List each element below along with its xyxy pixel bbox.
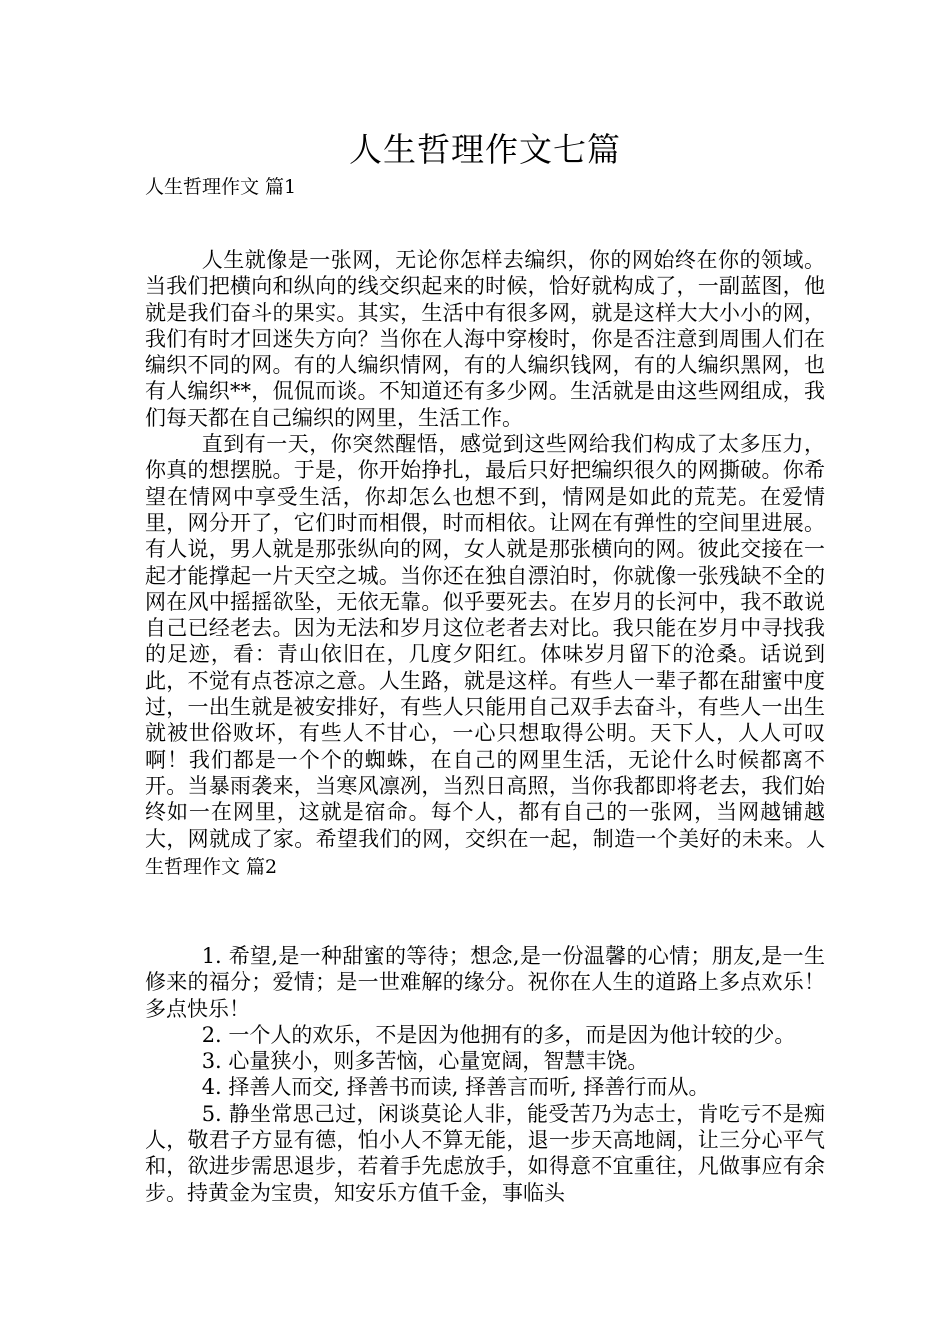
section-2-item-2: 2. 一个人的欢乐，不是因为他拥有的多，而是因为他计较的少。: [201, 1022, 796, 1047]
section-2-item-1: 1. 希望,是一种甜蜜的等待；想念,是一份温馨的心情；朋友,是一生修来的福分；爱情；是一世难解的缘分。祝你在人生的道路上多点欢乐！多点快乐！: [145, 944, 825, 1021]
section-1-paragraph-2: [145, 431, 825, 880]
section-2-body: [145, 943, 825, 1206]
section-2-heading: 人生哲理作文 篇2: [145, 828, 825, 878]
section-2-item-4: 4. 择善人而交, 择善书而读, 择善言而听, 择善行而从。: [201, 1075, 710, 1100]
section-1-paragraph-1: 人生就像是一张网，无论你怎样去编织，你的网始终在你的领域。当我们把横向和纵向的线交织起来的时候，恰好就构成了，一副蓝图，他就是我们奋斗的果实。其实，生活中有很多网，就是这样大大小小的网，我们有时才回迷失方向？当你在人海中穿梭时，你是否注意到周围人们在编织不同的网。有的人编织情网，有的人编织钱网，有的人编织黑网，也有人编织**，侃侃而谈。不知道还有多少网。生活就是由这些网组成，我们每天都在自己编织的网里，生活工作。: [145, 248, 825, 430]
section-1-heading: 人生哲理作文 篇1: [145, 176, 297, 198]
section-1-paragraph-2-text: 直到有一天，你突然醒悟，感觉到这些网给我们构成了太多压力，你真的想摆脱。于是，你开始挣扎，最后只好把编织很久的网撕破。你希望在情网中享受生活，你却怎么也想不到，情网是如此的荒芜。在爱情里，网分开了，它们时而相偎，时而相依。让网在有弹性的空间里进展。有人说，男人就是那张纵向的网，女人就是那张横向的网。彼此交接在一起才能撑起一片天空之城。当你还在独自漂泊时，你就像一张残缺不全的网在风中摇摇欲坠，无依无靠。似乎要死去。在岁月的长河中，我不敢说自己已经老去。因为无法和岁月这位老者去对比。我只能在岁月中寻找我的足迹，看：青山依旧在，几度夕阳红。体味岁月留下的沧桑。话说到此，不觉有点苍凉之意。人生路，就是这样。有些人一辈子都在甜蜜中度过，一出生就是被安排好，有些人只能用自己双手去奋斗，有些人一出生就被世俗败坏，有些人不甘心，一心只想取得公明。天下人，人人可叹啊！我们都是一个个的蜘蛛，在自己的网里生活，无论什么时候都离不开。当暴雨袭来，当寒风凛冽，当烈日高照，当你我都即将老去，我们始终如一在网里，这就是宿命。每个人，都有自己的一张网，当网越铺越大，网就成了家。希望我们的网，交织在一起，制造一个美好的未来。: [145, 432, 825, 851]
section-1-body: [145, 247, 825, 880]
document-title: 人生哲理作文七篇: [349, 130, 621, 169]
section-2-item-5: 5. 静坐常思己过，闲谈莫论人非，能受苦乃为志士，肯吃亏不是痴人，敬君子方显有德，怕小人不算无能，退一步天高地阔，让三分心平气和，欲进步需思退步，若着手先虑放手，如得意不宜重往，凡做事应有余步。持黄金为宝贵，知安乐方值千金，事临头: [145, 1101, 825, 1205]
section-2-item-3: 3. 心量狭小，则多苦恼，心量宽阔，智慧丰饶。: [201, 1049, 649, 1074]
